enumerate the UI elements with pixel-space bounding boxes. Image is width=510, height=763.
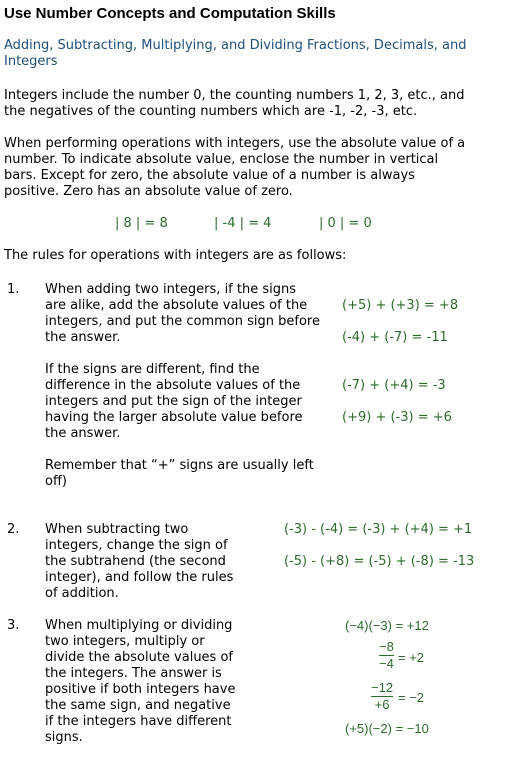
rule-1-text-b: If the signs are different, find the difference in the absolute values of the integers and put the sign of the integer having the larger absolute value before the answer. bbox=[45, 362, 303, 441]
rules-intro: The rules for operations with integers are as follows: bbox=[4, 248, 347, 263]
rule-3-example-4: (+5)(−2) = −10 bbox=[345, 721, 429, 736]
integers-paragraph: Integers include the number 0, the counting numbers 1, 2, 3, etc., and the negatives of the counting numbers which are -1, -2, -3, etc. bbox=[4, 88, 465, 119]
rule-1-text-a: When adding two integers, if the signs are alike, add the absolute values of the integers, and put the common sign before the answer. bbox=[45, 282, 320, 345]
rule-1-example-3: (-7) + (+4) = -3 bbox=[342, 378, 446, 393]
rule-3-fraction-2-result: = −2 bbox=[398, 690, 425, 705]
rule-1-text-c: Remember that “+” signs are usually left off) bbox=[45, 458, 314, 489]
rule-3-fraction-2: −12 +6 bbox=[371, 680, 394, 712]
abs-example-1: | 8 | = 8 bbox=[115, 216, 168, 231]
rule-1-example-2: (-4) + (-7) = -11 bbox=[342, 330, 448, 345]
rule-2-example-2: (-5) - (+8) = (-5) + (-8) = -13 bbox=[284, 554, 475, 569]
absolute-value-paragraph: When performing operations with integers, use the absolute value of a number. To indicate absolute value, enclose the number in vertical bars. Except for zero, the absolute value of a number is always positive. Zero has an absolute value of zero. bbox=[4, 136, 466, 199]
rule-1-example-4: (+9) + (-3) = +6 bbox=[342, 410, 452, 425]
rule-2-example-1: (-3) - (-4) = (-3) + (+4) = +1 bbox=[284, 522, 473, 537]
rule-3-fraction-1: −8 −4 bbox=[379, 639, 394, 671]
rule-1-number: 1. bbox=[7, 282, 20, 297]
rule-3-fraction-1-result: = +2 bbox=[398, 650, 425, 665]
abs-example-3: | 0 | = 0 bbox=[319, 216, 372, 231]
rule-1-example-1: (+5) + (+3) = +8 bbox=[342, 298, 459, 313]
abs-example-2: | -4 | = 4 bbox=[214, 216, 272, 231]
rule-3-number: 3. bbox=[7, 618, 20, 633]
rule-3-text: When multiplying or dividing two integers, multiply or divide the absolute values of the integers. The answer is positive if both integers have the same sign, and negative if the integers have different signs. bbox=[45, 618, 236, 745]
rule-2-number: 2. bbox=[7, 522, 20, 537]
rule-3-example-1: (−4)(−3) = +12 bbox=[345, 618, 429, 633]
page-title: Use Number Concepts and Computation Skills bbox=[4, 5, 336, 22]
section-subtitle: Adding, Subtracting, Multiplying, and Dividing Fractions, Decimals, and Integers bbox=[4, 38, 467, 69]
rule-2-text: When subtracting two integers, change the sign of the subtrahend (the second integer), and follow the rules of addition. bbox=[45, 522, 234, 601]
